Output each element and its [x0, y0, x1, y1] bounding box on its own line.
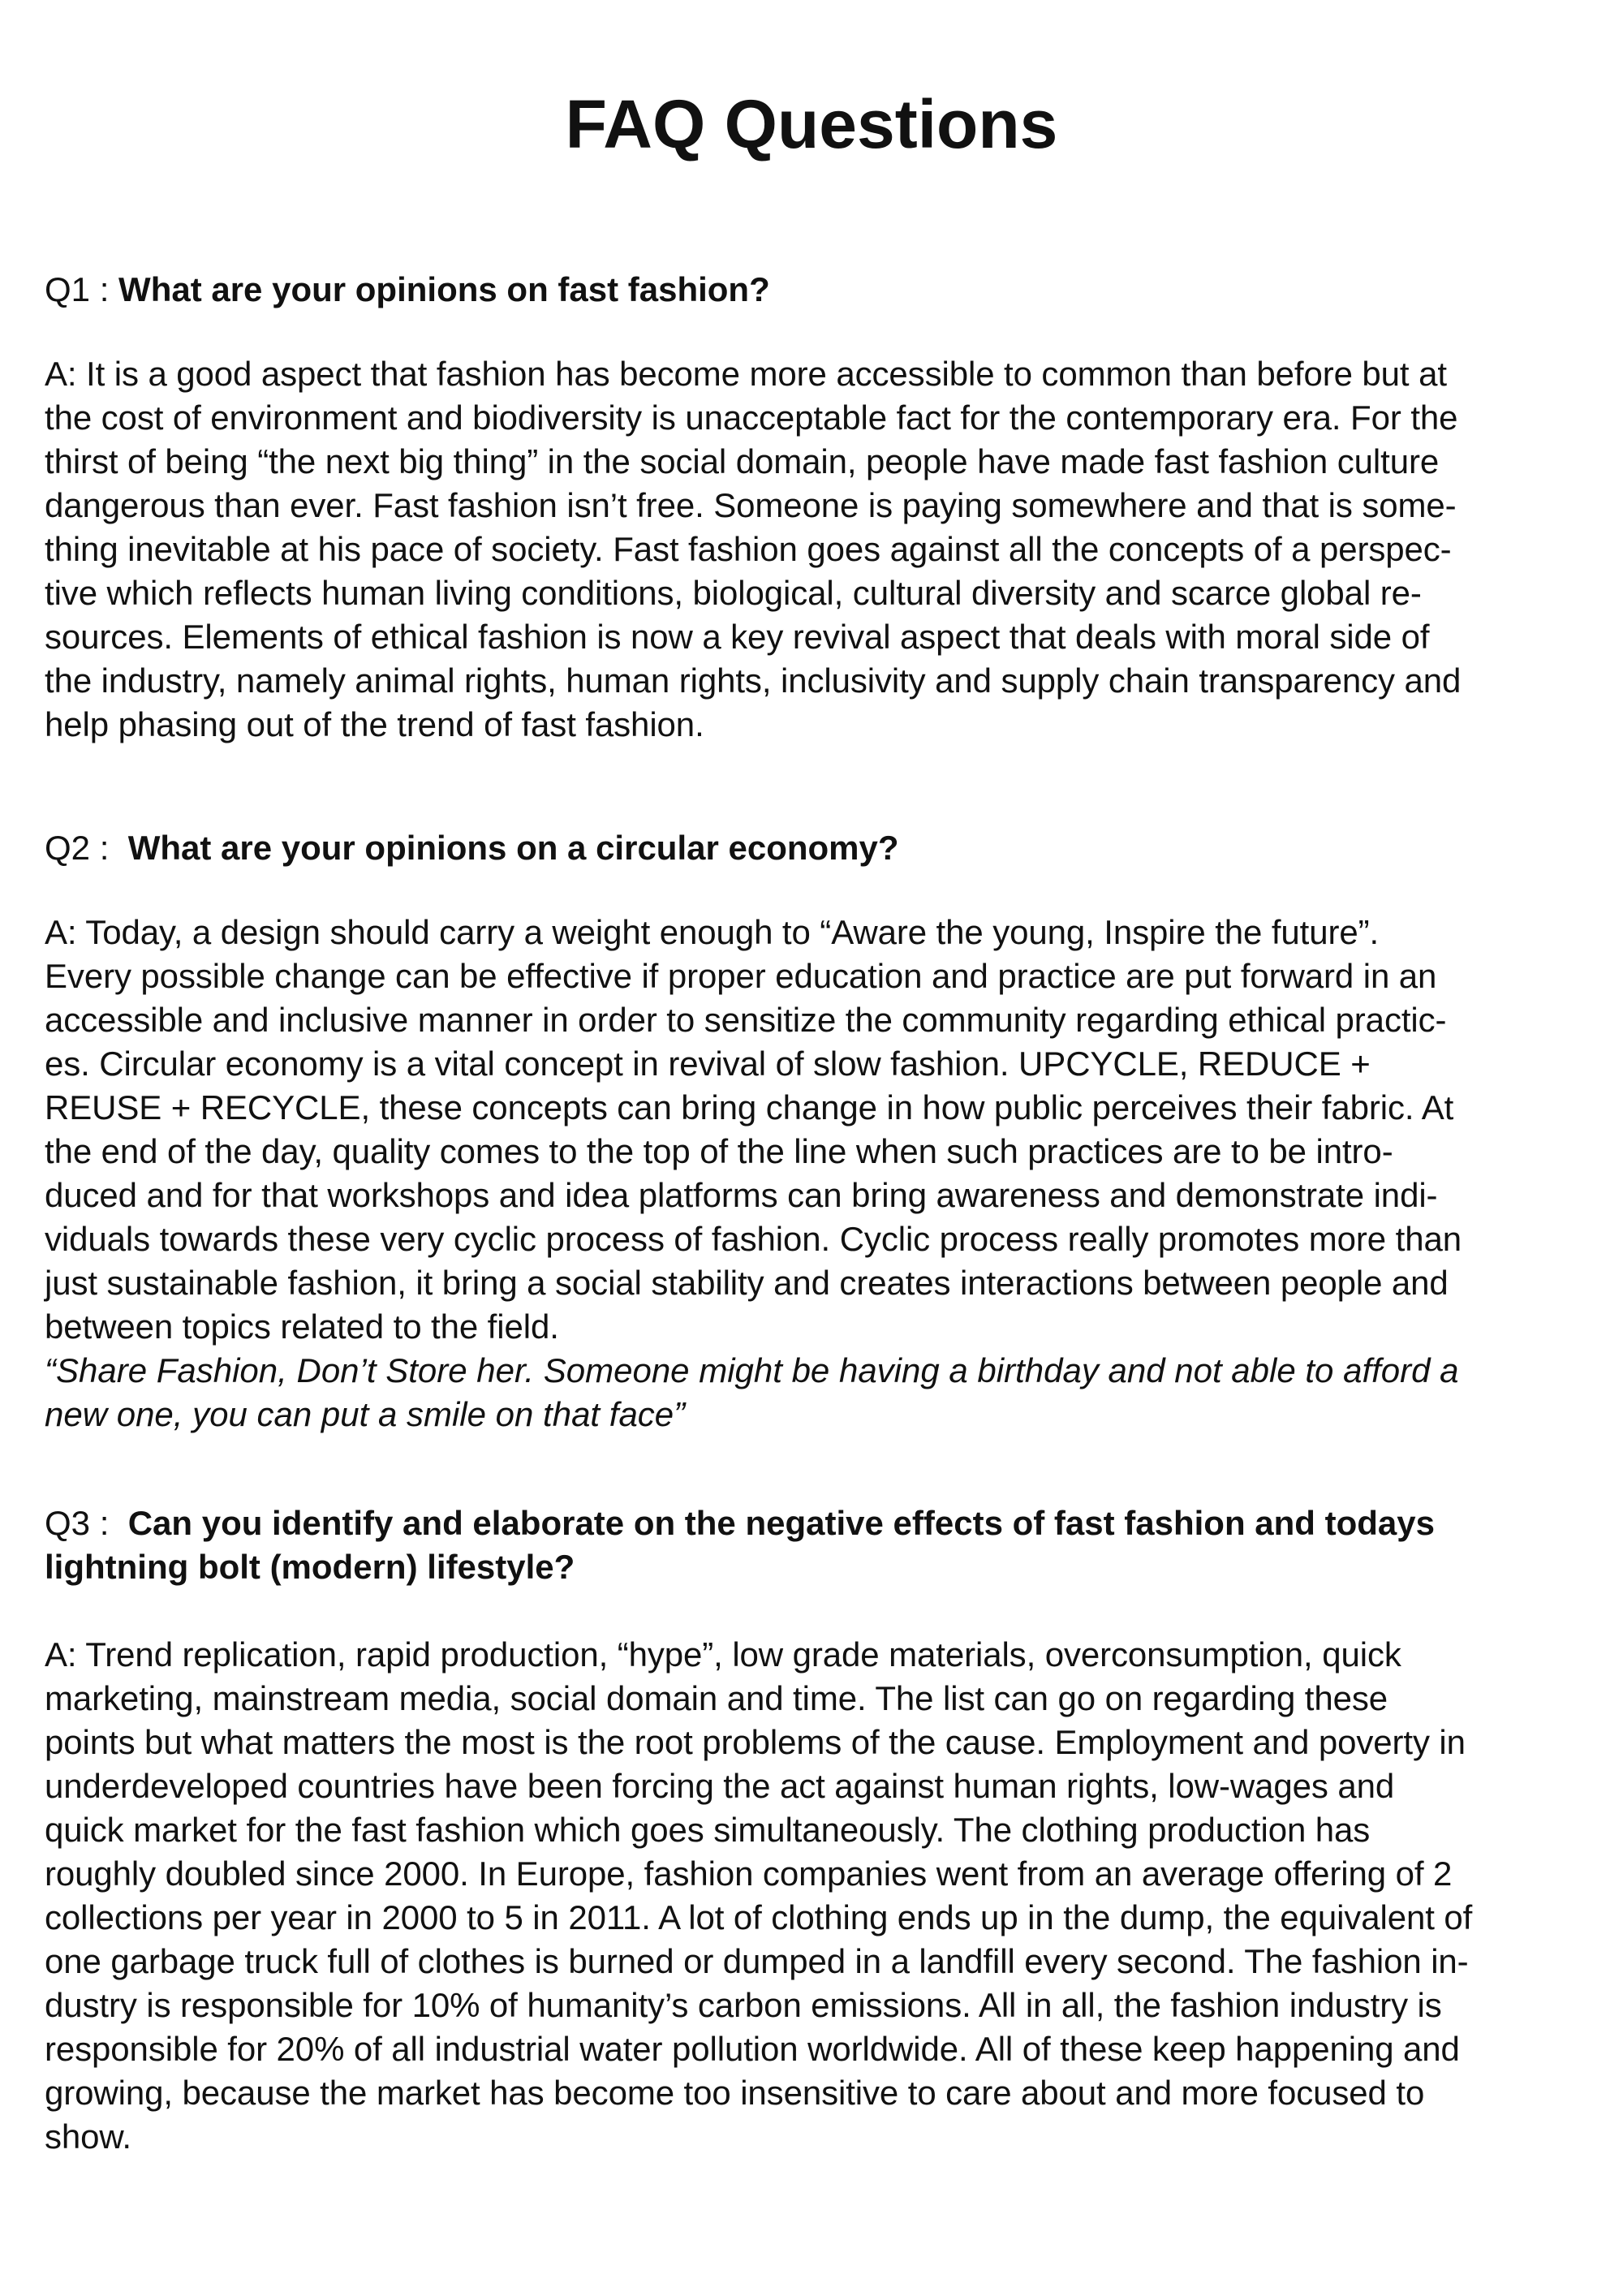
answer-line: Every possible change can be effective if proper education and practice are put forward in an	[45, 957, 1437, 995]
answer-line: one garbage truck full of clothes is burned or dumped in a landfill every second. The fashion in-	[45, 1942, 1469, 1980]
faq-question	[45, 1501, 1595, 1589]
answer-line: thirst of being “the next big thing” in the social domain, people have made fast fashion culture	[45, 442, 1440, 480]
answer-line: es. Circular economy is a vital concept in revival of slow fashion. UPCYCLE, REDUCE +	[45, 1045, 1371, 1083]
page-title: FAQ Questions	[565, 86, 1058, 162]
question-text: lightning bolt (modern) lifestyle?	[45, 1548, 575, 1586]
faq-answer	[45, 352, 1595, 747]
answer-line: growing, because the market has become too insensitive to care about and more focused to	[45, 2074, 1425, 2112]
quote-line: “Share Fashion, Don’t Store her. Someone might be having a birthday and not able to afford a	[45, 1351, 1459, 1389]
faq-item-q2	[45, 826, 1595, 1437]
answer-line: dustry is responsible for 10% of humanity’s carbon emissions. All in all, the fashion industry is	[45, 1986, 1442, 2024]
answer-line: show.	[45, 2117, 131, 2156]
answer-line: between topics related to the field.	[45, 1307, 559, 1346]
answer-line: A: Today, a design should carry a weight enough to “Aware the young, Inspire the future”.	[45, 913, 1380, 951]
answer-line: the cost of environment and biodiversity is unacceptable fact for the contemporary era. For the	[45, 398, 1458, 437]
answer-line: underdeveloped countries have been forcing the act against human rights, low-wages and	[45, 1767, 1395, 1805]
answer-line: responsible for 20% of all industrial water pollution worldwide. All of these keep happening and	[45, 2030, 1460, 2068]
faq-item-q1	[45, 268, 1595, 747]
faq-item-q3	[45, 1501, 1595, 2159]
answer-line: quick market for the fast fashion which goes simultaneously. The clothing production has	[45, 1811, 1371, 1849]
answer-line: the industry, namely animal rights, human rights, inclusivity and supply chain transparency and	[45, 661, 1462, 700]
faq-answer	[45, 911, 1595, 1349]
answer-line: roughly doubled since 2000. In Europe, fashion companies went from an average offering of 2	[45, 1854, 1453, 1893]
answer-line: A: Trend replication, rapid production, “hype”, low grade materials, overconsumption, quick	[45, 1635, 1401, 1674]
answer-line: sources. Elements of ethical fashion is now a key revival aspect that deals with moral side of	[45, 618, 1430, 656]
question-text: What are your opinions on a circular economy?	[127, 829, 899, 867]
faq-question	[45, 826, 1595, 870]
question-number: Q2 :	[45, 829, 128, 867]
answer-line: help phasing out of the trend of fast fashion.	[45, 705, 704, 743]
answer-line: points but what matters the most is the root problems of the cause. Employment and poverty in	[45, 1723, 1466, 1761]
answer-line: just sustainable fashion, it bring a social stability and creates interactions between people and	[45, 1264, 1449, 1302]
answer-line: dangerous than ever. Fast fashion isn’t free. Someone is paying somewhere and that is some-	[45, 486, 1457, 524]
answer-line: thing inevitable at his pace of society. Fast fashion goes against all the concepts of a perspec-	[45, 530, 1452, 568]
question-line	[45, 1501, 1595, 1545]
answer-line: marketing, mainstream media, social domain and time. The list can go on regarding these	[45, 1679, 1388, 1717]
quote-line: new one, you can put a smile on that face”	[45, 1395, 686, 1433]
question-text: What are your opinions on fast fashion?	[118, 270, 770, 308]
question-number: Q3 :	[45, 1504, 128, 1542]
answer-line: REUSE + RECYCLE, these concepts can bring change in how public perceives their fabric. At	[45, 1088, 1454, 1126]
answer-line: collections per year in 2000 to 5 in 2011. A lot of clothing ends up in the dump, the equivalent of	[45, 1898, 1473, 1936]
answer-line: accessible and inclusive manner in order to sensitize the community regarding ethical practic-	[45, 1001, 1447, 1039]
question-text: Can you identify and elaborate on the negative effects of fast fashion and todays	[127, 1504, 1435, 1542]
answer-line: A: It is a good aspect that fashion has become more accessible to common than before but at	[45, 355, 1447, 393]
answer-line: viduals towards these very cyclic process of fashion. Cyclic process really promotes more than	[45, 1220, 1462, 1258]
question-number: Q1 :	[45, 270, 119, 308]
answer-quote	[45, 1349, 1595, 1437]
faq-question	[45, 268, 1595, 312]
answer-line: the end of the day, quality comes to the top of the line when such practices are to be intro-	[45, 1132, 1393, 1170]
faq-answer	[45, 1633, 1595, 2159]
answer-line: duced and for that workshops and idea platforms can bring awareness and demonstrate indi-	[45, 1176, 1438, 1214]
answer-line: tive which reflects human living conditions, biological, cultural diversity and scarce global re-	[45, 574, 1422, 612]
